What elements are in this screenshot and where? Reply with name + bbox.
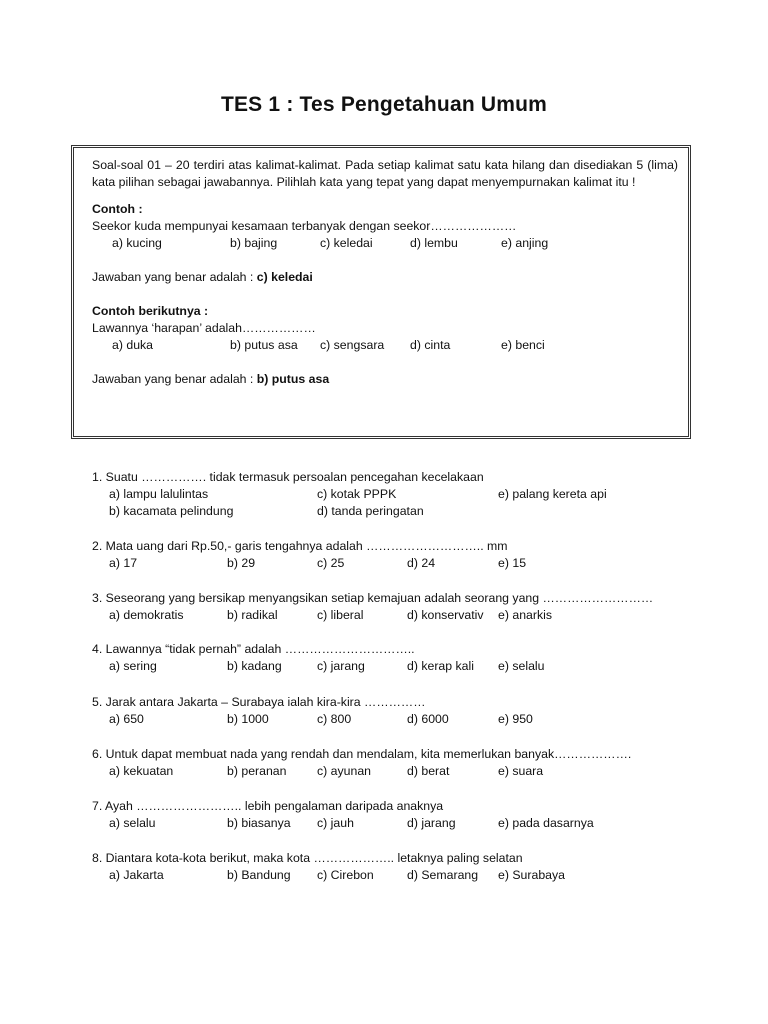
option-c: c) jarang <box>317 659 365 673</box>
example2-option-b: b) putus asa <box>230 338 298 352</box>
option-a: a) 17 <box>109 556 138 570</box>
example1-option-d: d) lembu <box>410 236 458 250</box>
example2-answer <box>92 371 678 388</box>
option-b: b) radikal <box>227 608 278 622</box>
example2-option-c: c) sengsara <box>320 338 385 352</box>
option-c: c) jauh <box>317 816 354 830</box>
question-options <box>92 658 545 675</box>
example2-option-a: a) duka <box>112 338 154 352</box>
example1-answer-prefix: Jawaban yang benar adalah : <box>92 270 257 284</box>
question-8 <box>92 850 565 884</box>
option-d: d) Semarang <box>407 868 479 882</box>
example1-option-e: e) anjing <box>501 236 549 250</box>
option-c: c) Cirebon <box>317 868 374 882</box>
example2-answer-value: b) putus asa <box>256 372 330 386</box>
option-d: d) jarang <box>407 816 456 830</box>
option-e: e) anarkis <box>498 608 552 622</box>
example2-question: Lawannya ‘harapan’ adalah……………… <box>92 321 316 335</box>
question-options <box>92 711 533 728</box>
option-c: c) 800 <box>317 712 352 726</box>
page-title: TES 1 : Tes Pengetahuan Umum <box>220 93 548 116</box>
option-b: b) Bandung <box>227 868 291 882</box>
option-e: e) suara <box>498 764 544 778</box>
option-d: d) tanda peringatan <box>317 504 424 518</box>
option-b: b) kadang <box>227 659 282 673</box>
example2-option-d: d) cinta <box>410 338 451 352</box>
example2-answer-prefix: Jawaban yang benar adalah : <box>92 372 257 386</box>
option-a: a) Jakarta <box>109 868 164 882</box>
option-e: e) selalu <box>498 659 545 673</box>
option-c: c) liberal <box>317 608 364 622</box>
question-options <box>92 607 653 624</box>
question-7 <box>92 798 594 832</box>
option-e: e) pada dasarnya <box>498 816 594 830</box>
question-1 <box>92 469 607 520</box>
example1-answer-value: c) keledai <box>256 270 313 284</box>
question-options <box>92 763 631 780</box>
question-text: 6. Untuk dapat membuat nada yang rendah dan mendalam, kita memerlukan banyak………………. <box>92 747 632 761</box>
option-b: b) biasanya <box>227 816 291 830</box>
example1-question: Seekor kuda mempunyai kesamaan terbanyak dengan seekor………………… <box>92 219 517 233</box>
option-b: b) peranan <box>227 764 287 778</box>
example2-label: Contoh berikutnya : <box>92 304 209 318</box>
question-2 <box>92 538 527 572</box>
instructions-box <box>71 145 691 439</box>
option-a: a) selalu <box>109 816 156 830</box>
example1-option-b: b) bajing <box>230 236 278 250</box>
option-e: e) palang kereta api <box>498 487 607 501</box>
question-options <box>92 555 527 572</box>
option-c: c) ayunan <box>317 764 372 778</box>
question-6 <box>92 746 631 780</box>
instructions-intro: Soal-soal 01 – 20 terdiri atas kalimat-kalimat. Pada setiap kalimat satu kata hilang dan disediakan 5 (lima) kata pilihan sebagai jawabannya. Pilihlah kata yang tepat yang dapat menyempurnakan kalimat itu ! <box>92 158 678 189</box>
option-d: d) 6000 <box>407 712 449 726</box>
question-text: 2. Mata uang dari Rp.50,- garis tengahnya adalah ……………………….. mm <box>92 539 508 553</box>
option-c: c) 25 <box>317 556 345 570</box>
question-text: 1. Suatu ……………. tidak termasuk persoalan pencegahan kecelakaan <box>92 470 484 484</box>
option-a: a) sering <box>109 659 157 673</box>
example1-option-a: a) kucing <box>112 236 162 250</box>
question-text: 8. Diantara kota-kota berikut, maka kota ……………….. letaknya paling selatan <box>92 851 523 865</box>
question-options <box>92 503 484 520</box>
question-3 <box>92 590 653 624</box>
question-text: 7. Ayah …………………….. lebih pengalaman daripada anaknya <box>92 799 444 813</box>
option-e: e) 15 <box>498 556 527 570</box>
question-options <box>92 867 565 884</box>
option-c: c) kotak PPPK <box>317 487 397 501</box>
question-text: 5. Jarak antara Jakarta – Surabaya ialah kira-kira …………… <box>92 695 426 709</box>
example1-label: Contoh : <box>92 202 143 216</box>
example2-option-e: e) benci <box>501 338 545 352</box>
example1-option-c: c) keledai <box>320 236 373 250</box>
option-a: a) 650 <box>109 712 144 726</box>
option-a: a) demokratis <box>109 608 184 622</box>
example1-answer <box>92 269 678 286</box>
option-e: e) Surabaya <box>498 868 565 882</box>
question-5 <box>92 694 533 728</box>
instructions-content <box>92 157 678 388</box>
example2-options <box>92 337 678 354</box>
option-d: d) berat <box>407 764 450 778</box>
question-text: 3. Seseorang yang bersikap menyangsikan setiap kemajuan adalah seorang yang ……………………… <box>92 591 654 605</box>
option-a: a) kekuatan <box>109 764 174 778</box>
option-b: b) kacamata pelindung <box>109 504 234 518</box>
option-d: d) konservativ <box>407 608 484 622</box>
option-b: b) 1000 <box>227 712 269 726</box>
option-a: a) lampu lalulintas <box>109 487 209 501</box>
option-d: d) 24 <box>407 556 436 570</box>
question-4 <box>92 641 545 675</box>
option-b: b) 29 <box>227 556 256 570</box>
option-e: e) 950 <box>498 712 533 726</box>
example1-options <box>92 235 678 252</box>
option-d: d) kerap kali <box>407 659 474 673</box>
question-options <box>92 815 594 832</box>
question-options <box>92 486 607 503</box>
question-text: 4. Lawannya “tidak pernah” adalah ………………………….. <box>92 642 415 656</box>
